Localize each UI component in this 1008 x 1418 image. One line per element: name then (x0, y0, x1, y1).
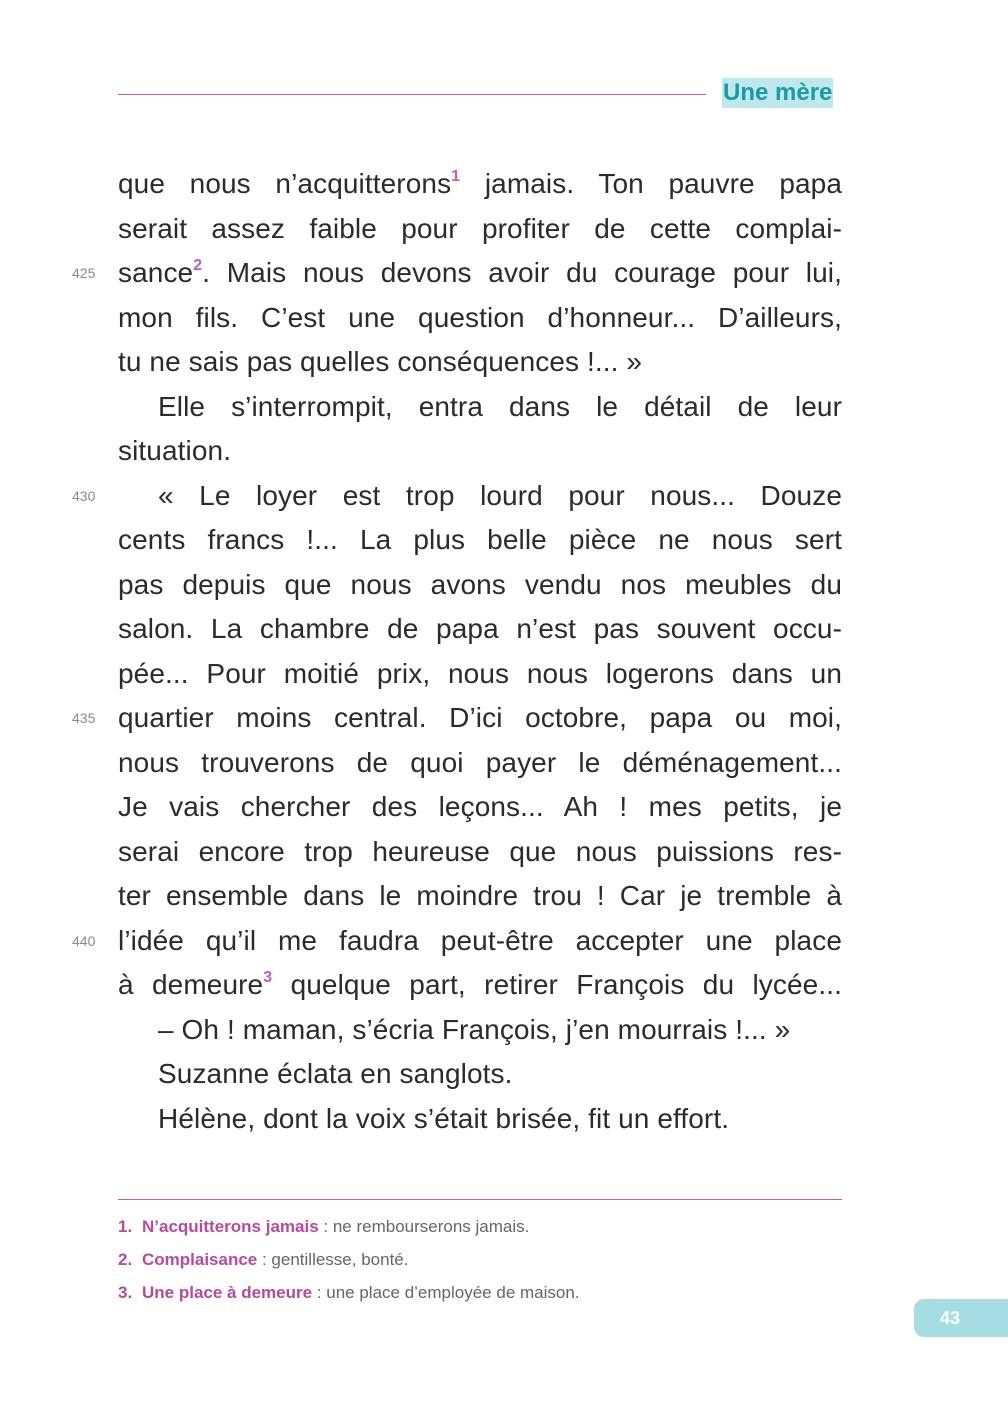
text-line: serai encore trop heureuse que nous puissions res- (118, 835, 842, 867)
footnotes (118, 1212, 842, 1311)
text-line: à demeure$^3$ quelque part, retirer François du lycée... (118, 969, 842, 1000)
chapter-title: Une mère (723, 79, 833, 106)
footnote-ref[interactable]: 1 (451, 168, 461, 185)
footnote (118, 1278, 842, 1311)
line-number: 435 (72, 710, 96, 726)
footnote-definition: : gentillesse, bonté. (257, 1250, 409, 1269)
text-line: mon fils. C’est une question d’honneur... D’ailleurs, (118, 301, 842, 333)
footnote-ref[interactable]: 3 (263, 969, 273, 986)
text-line: pas depuis que nous avons vendu nos meubles du (118, 568, 842, 600)
text-line: 430 « Le loyer est trop lourd pour nous... Douze (118, 474, 842, 519)
text-line: nous trouverons de quoi payer le déménagement... (118, 746, 842, 778)
footnote-rule (118, 1199, 842, 1200)
page-number: 43 (939, 1308, 961, 1328)
text-line: – Oh ! maman, s’écria François, j’en mourrais !... » (158, 1013, 791, 1045)
text-line: Je vais chercher des leçons... Ah ! mes petits, je (118, 791, 842, 822)
text-line: cents francs !... La plus belle pièce ne nous sert (118, 524, 842, 555)
text-line: Elle s’interrompit, entra dans le détail de leur (158, 390, 842, 422)
line-number: 430 (72, 487, 96, 504)
text-line: 425 sance$^2$. Mais nous devons avoir du courage pour lui, (118, 251, 842, 296)
footnote-term: N’acquitterons jamais (142, 1217, 319, 1236)
text-line: tu ne sais pas quelles conséquences !... » (118, 346, 643, 377)
footnote (118, 1212, 842, 1245)
line-number: 440 (72, 932, 96, 949)
footnote-definition: : ne rembourserons jamais. (318, 1217, 530, 1236)
text-line: pée... Pour moitié prix, nous nous logerons dans un (118, 657, 842, 689)
text-line: 440 l’idée qu’il me faudra peut-être accepter une place (118, 919, 842, 964)
text-line: serait assez faible pour profiter de cette complai- (118, 212, 842, 244)
footnote-number: 3. (118, 1283, 133, 1302)
header-rule (118, 94, 706, 95)
body-text (72, 162, 843, 1141)
text-line: salon. La chambre de papa n’est pas souvent occu- (118, 613, 842, 644)
page-number-tab (914, 1299, 1008, 1337)
text-line: Suzanne éclata en sanglots. (158, 1058, 513, 1089)
footnote-term: Une place à demeure (142, 1283, 313, 1302)
footnote-definition: : une place d’employée de maison. (312, 1283, 580, 1302)
footnote-number: 2. (118, 1250, 133, 1269)
text-line: situation. (118, 435, 232, 466)
text-line: ter ensemble dans le moindre trou ! Car je tremble à (118, 880, 842, 911)
text-line: que nous n’acquitterons$^1$ jamais. Ton pauvre papa (118, 168, 843, 199)
footnote (118, 1245, 842, 1278)
footnote-number: 1. (118, 1217, 133, 1236)
line-number: 425 (72, 265, 96, 281)
text-line: Hélène, dont la voix s’était brisée, fit un effort. (158, 1102, 730, 1134)
footnote-term: Complaisance (142, 1250, 258, 1269)
text-line: 435 quartier moins central. D’ici octobre, papa ou moi, (118, 696, 842, 741)
footnote-ref[interactable]: 2 (193, 257, 203, 274)
